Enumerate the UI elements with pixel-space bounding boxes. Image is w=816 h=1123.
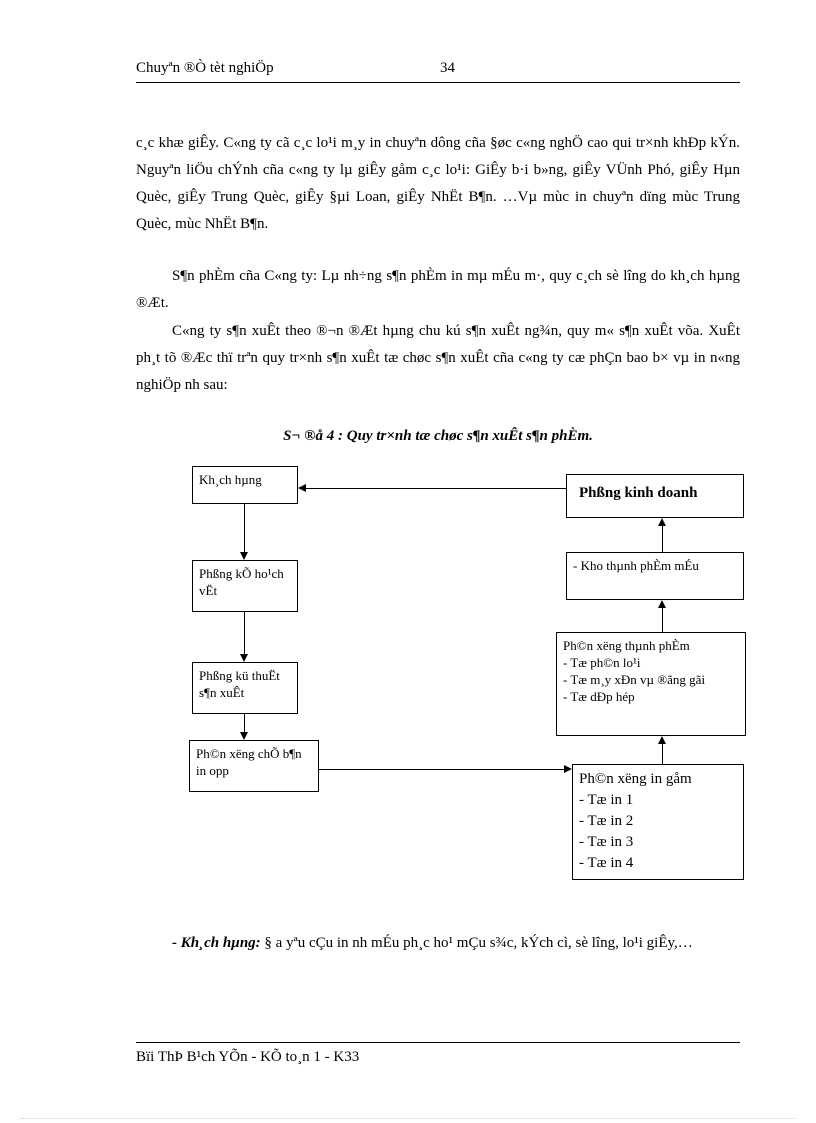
in-line: - Tæ in 3 <box>579 834 634 850</box>
box-ke-hoach <box>192 560 298 612</box>
thanh-pham-line: - Tæ dÐp hép <box>563 689 635 704</box>
thanh-pham-line: - Tæ ph©n lo¹i <box>563 655 641 670</box>
in-line: - Tæ in 2 <box>579 813 634 829</box>
connector-line <box>319 769 564 770</box>
connector-line <box>662 526 663 552</box>
box-che-ban <box>189 740 319 792</box>
connector-line <box>244 612 245 654</box>
box-in <box>572 764 744 880</box>
paragraph-materials: c¸c khæ giÊy. C«ng ty cã c¸c lo¹i m¸y in chuyªn dông cña §øc c«ng nghÖ cao qui tr×nh khÐp kÝn. Nguyªn liÖu chÝnh cña c«ng ty lµ giÊy gåm c¸c lo¹i: GiÊy b·i b»ng, giÊy VÜnh Phó, giÊy Hµn Quèc, giÊy Trung Quèc, giÊy §µi Loan, giÊy NhËt B¶n. …Vµ mùc in chuyªn dïng mùc Trung Quèc, mùc NhËt B¶n. <box>136 135 740 232</box>
box-kinh-doanh <box>566 474 744 518</box>
in-line: Ph©n xëng in gåm <box>579 771 692 787</box>
box-che-ban-label: Ph©n xëng chÕ b¶n in opp <box>196 746 302 778</box>
note-label: - Kh¸ch hµng: <box>172 935 261 951</box>
box-kinh-doanh-label: Phßng kinh doanh <box>579 485 698 501</box>
page-header <box>136 60 740 83</box>
thanh-pham-line: Ph©n xëng thµnh phÈm <box>563 638 690 653</box>
header-title: Chuyªn ®Ò tèt nghiÖp <box>136 60 274 76</box>
page-number: 34 <box>440 60 455 76</box>
diagram-caption: S¬ ®å 4 : Quy tr×nh tæ chøc s¶n xuÊt s¶n phÈm. <box>283 428 593 444</box>
in-line: - Tæ in 1 <box>579 792 634 808</box>
box-khach-hang <box>192 466 298 504</box>
paragraph-production: C«ng ty s¶n xuÊt theo ®¬n ®Æt hµng chu kú s¶n xuÊt ng¾n, quy m« s¶n xuÊt võa. XuÊt ph¸t tõ ®Æc thï trªn quy tr×nh s¶n xuÊt tæ chøc s¶n xuÊt cña c«ng ty cæ phÇn bao b× vµ in n«ng nghiÖp nh sau: <box>136 323 740 393</box>
connector-line <box>662 608 663 632</box>
arrow-left-icon <box>298 484 306 492</box>
arrow-down-icon <box>240 732 248 740</box>
footer-text: Bïi ThÞ B¹ch YÕn - KÕ to¸n 1 - K33 <box>136 1049 360 1065</box>
arrow-up-icon <box>658 736 666 744</box>
box-kho <box>566 552 744 600</box>
box-khach-hang-label: Kh¸ch hµng <box>199 472 262 487</box>
page-footer <box>136 1042 740 1066</box>
connector-line <box>244 504 245 552</box>
box-ky-thuat <box>192 662 298 714</box>
in-line: - Tæ in 4 <box>579 855 634 871</box>
box-ke-hoach-label: Phßng kÕ ho¹ch vËt <box>199 566 284 598</box>
note-text: § a yªu cÇu in nh mÉu ph¸c ho¹ mÇu s¾c, kÝch cì, sè lîng, lo¹i giÊy,… <box>260 935 693 951</box>
page-edge-divider <box>20 1118 796 1119</box>
box-thanh-pham <box>556 632 746 736</box>
paragraph-products: S¶n phÈm cña C«ng ty: Lµ nh÷ng s¶n phÈm in mµ mÉu m·, quy c¸ch sè lîng do kh¸ch hµng ®Æt. <box>136 268 740 311</box>
box-ky-thuat-label: Phßng kü thuËt s¶n xuÊt <box>199 668 280 700</box>
connector-line <box>662 744 663 764</box>
connector-line <box>306 488 566 489</box>
connector-line <box>244 714 245 732</box>
arrow-down-icon <box>240 552 248 560</box>
arrow-right-icon <box>564 765 572 773</box>
note-paragraph <box>136 930 740 957</box>
thanh-pham-line: - Tæ m¸y xÐn vµ ®ãng gãi <box>563 672 706 687</box>
arrow-down-icon <box>240 654 248 662</box>
arrow-up-icon <box>658 600 666 608</box>
box-kho-label: - Kho thµnh phÈm mÉu <box>573 558 699 573</box>
arrow-up-icon <box>658 518 666 526</box>
